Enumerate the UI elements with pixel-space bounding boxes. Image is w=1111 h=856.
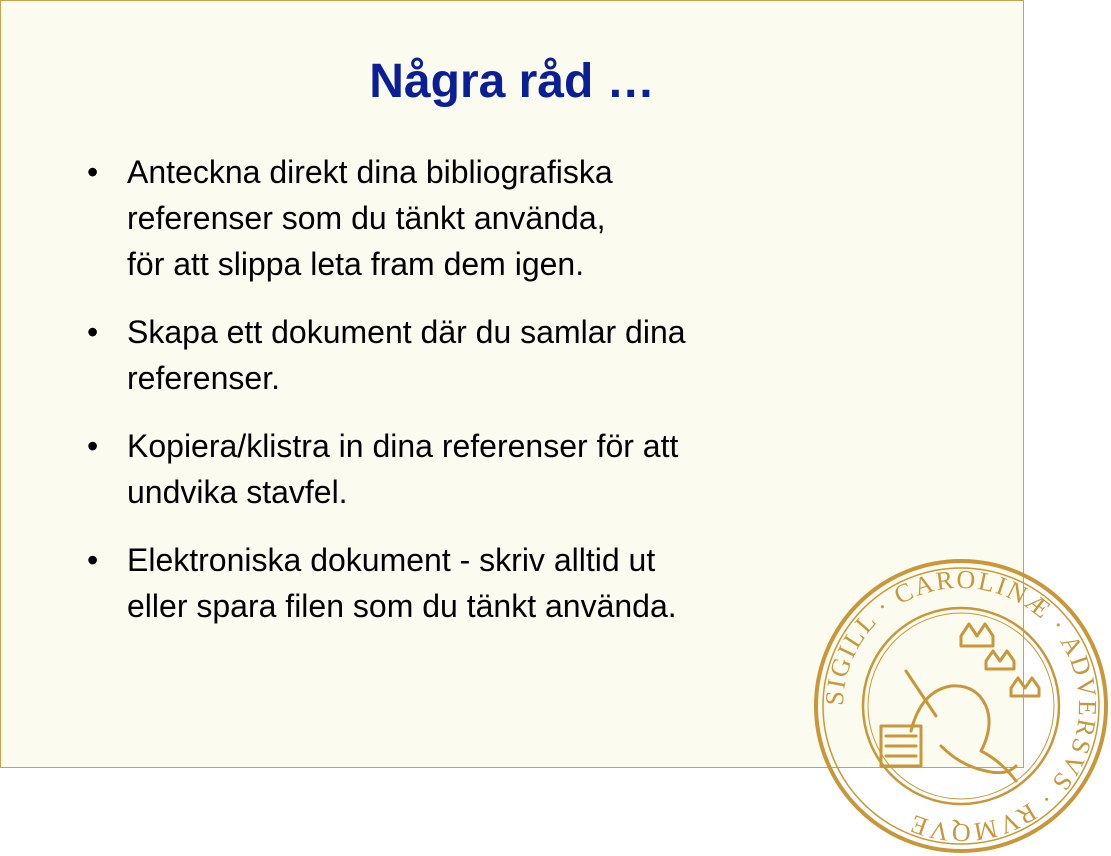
seal-lettering: SIGILL · CAROLINÆ · ADVERSVS · RVMQVE	[819, 564, 1103, 848]
bullet-icon: •	[87, 314, 99, 350]
bullet-icon: •	[87, 428, 99, 464]
bullet-icon: •	[87, 154, 99, 190]
slide-title: Några råd …	[369, 55, 655, 108]
bullet-item	[87, 309, 947, 401]
university-seal-icon	[811, 556, 1111, 856]
bullet-text-line: undvika stavfel.	[127, 474, 348, 510]
bullet-item	[87, 149, 947, 287]
bullet-text-line: Anteckna direkt dina bibliografiska	[127, 154, 613, 190]
bullet-text-line: referenser som du tänkt använda,	[127, 200, 606, 236]
bullet-item	[87, 423, 947, 515]
bullet-text-line: eller spara filen som du tänkt använda.	[127, 588, 677, 624]
bullet-text-line: för att slippa leta fram dem igen.	[127, 246, 585, 282]
bullet-text-line: Elektroniska dokument - skriv alltid ut	[127, 542, 656, 578]
bullet-text-line: referenser.	[127, 360, 280, 396]
bullet-icon: •	[87, 542, 99, 578]
bullet-text-line: Skapa ett dokument där du samlar dina	[127, 314, 686, 350]
bullet-text-line: Kopiera/klistra in dina referenser för att	[127, 428, 679, 464]
